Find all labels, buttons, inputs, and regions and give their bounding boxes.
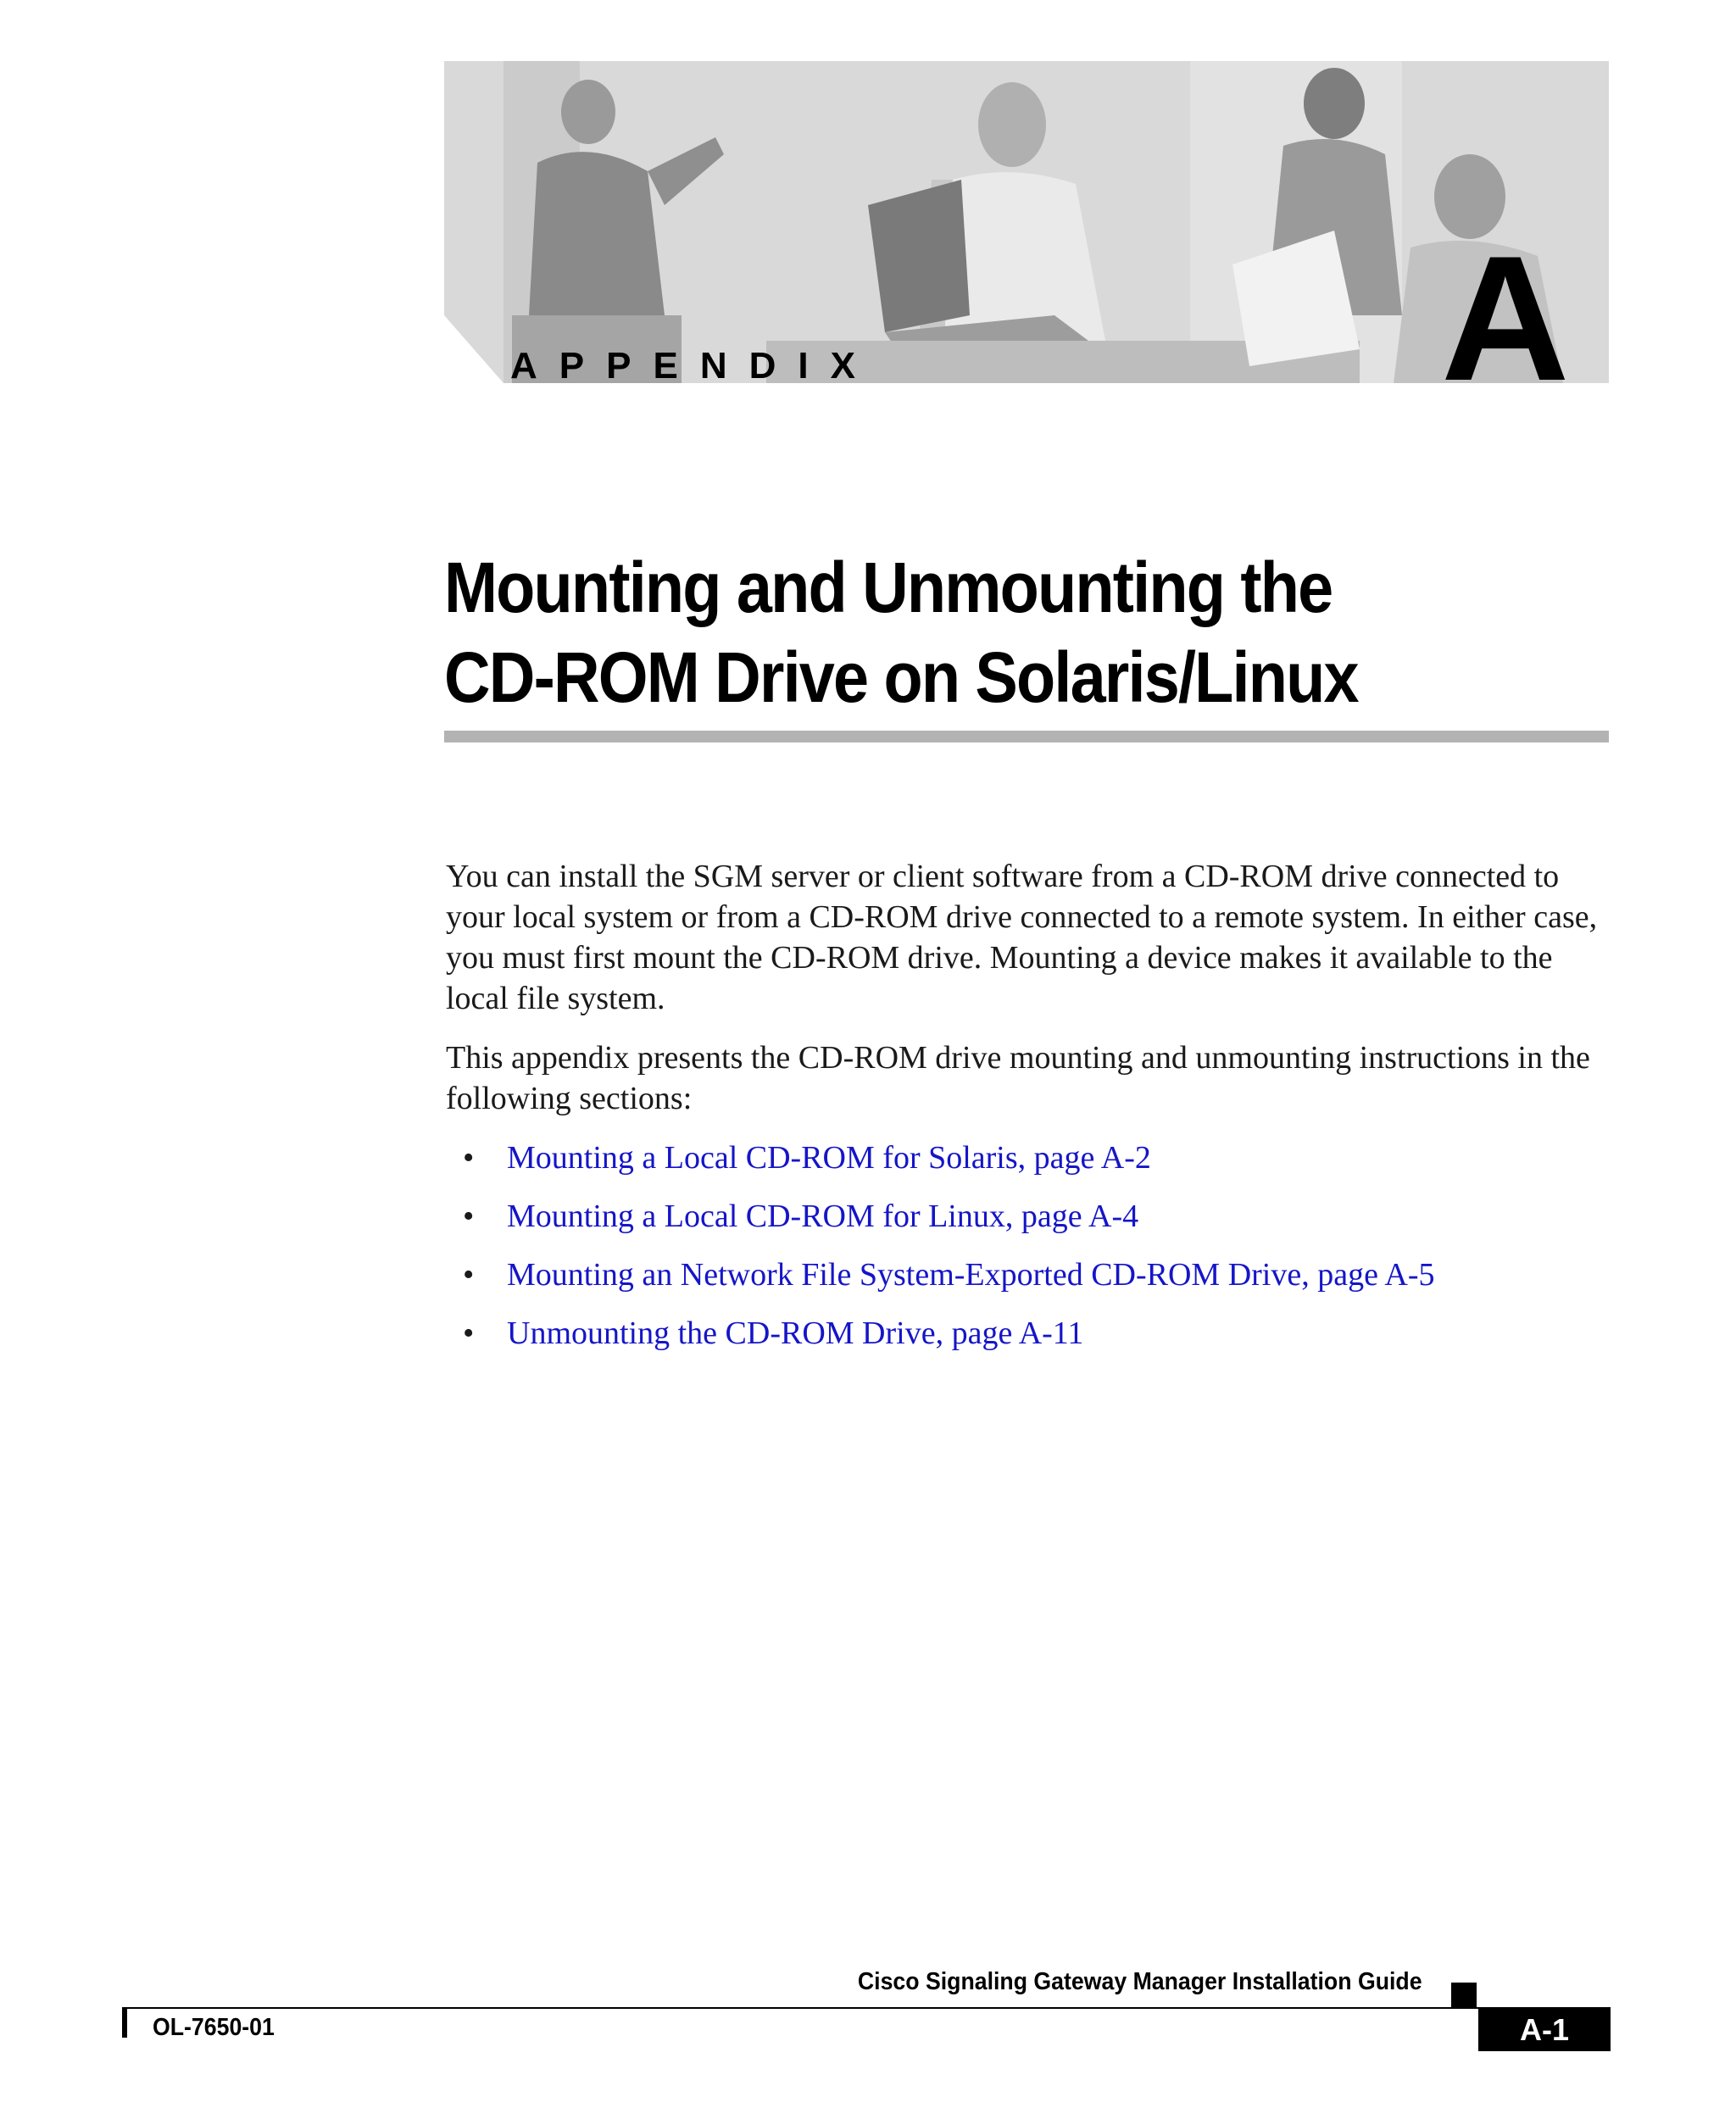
appendix-label: APPENDIX — [510, 349, 877, 383]
link-mounting-nfs-exported[interactable]: Mounting an Network File System-Exported CD-ROM Drive, page A-5 — [507, 1257, 1435, 1293]
list-item — [446, 1196, 1616, 1237]
people-photo-image — [444, 61, 1609, 383]
bullet-icon: • — [463, 1140, 475, 1176]
list-item — [446, 1313, 1616, 1354]
chapter-title — [444, 542, 1497, 722]
title-divider — [444, 731, 1609, 743]
banner-corner-cut — [444, 315, 504, 383]
footer-doc-number: OL-7650-01 — [153, 2014, 275, 2041]
bullet-icon: • — [463, 1199, 475, 1234]
footer-guide-title: Cisco Signaling Gateway Manager Installation Guide — [858, 1968, 1422, 1995]
appendix-letter: A — [1441, 254, 1570, 383]
footer-marker-square — [1451, 1983, 1477, 2008]
list-item — [446, 1254, 1616, 1295]
body-content — [446, 856, 1616, 1371]
footer-tick-mark — [122, 2007, 127, 2038]
section-link-list — [446, 1137, 1616, 1354]
page-number: A-1 — [1478, 2009, 1611, 2051]
intro-paragraph: You can install the SGM server or client software from a CD-ROM drive connected to your local system or from a CD-ROM drive connected to a remote system. In either case, you must first mount the CD-ROM drive. Mounting a device makes it available to the local file system. — [446, 859, 1598, 1016]
link-mounting-local-linux[interactable]: Mounting a Local CD-ROM for Linux, page A-4 — [507, 1199, 1139, 1234]
list-item — [446, 1137, 1616, 1178]
footer-rule — [122, 2007, 1611, 2009]
bullet-icon: • — [463, 1257, 475, 1293]
chapter-title-line-1: Mounting and Unmounting the — [444, 548, 1333, 627]
chapter-title-line-2: CD-ROM Drive on Solaris/Linux — [444, 637, 1358, 717]
sections-intro-paragraph: This appendix presents the CD-ROM drive mounting and unmounting instructions in the following sections: — [446, 1040, 1590, 1116]
bullet-icon: • — [463, 1315, 475, 1351]
header-banner-photo — [444, 61, 1609, 383]
link-unmounting-cdrom[interactable]: Unmounting the CD-ROM Drive, page A-11 — [507, 1315, 1084, 1351]
link-mounting-local-solaris[interactable]: Mounting a Local CD-ROM for Solaris, page A-2 — [507, 1140, 1151, 1176]
